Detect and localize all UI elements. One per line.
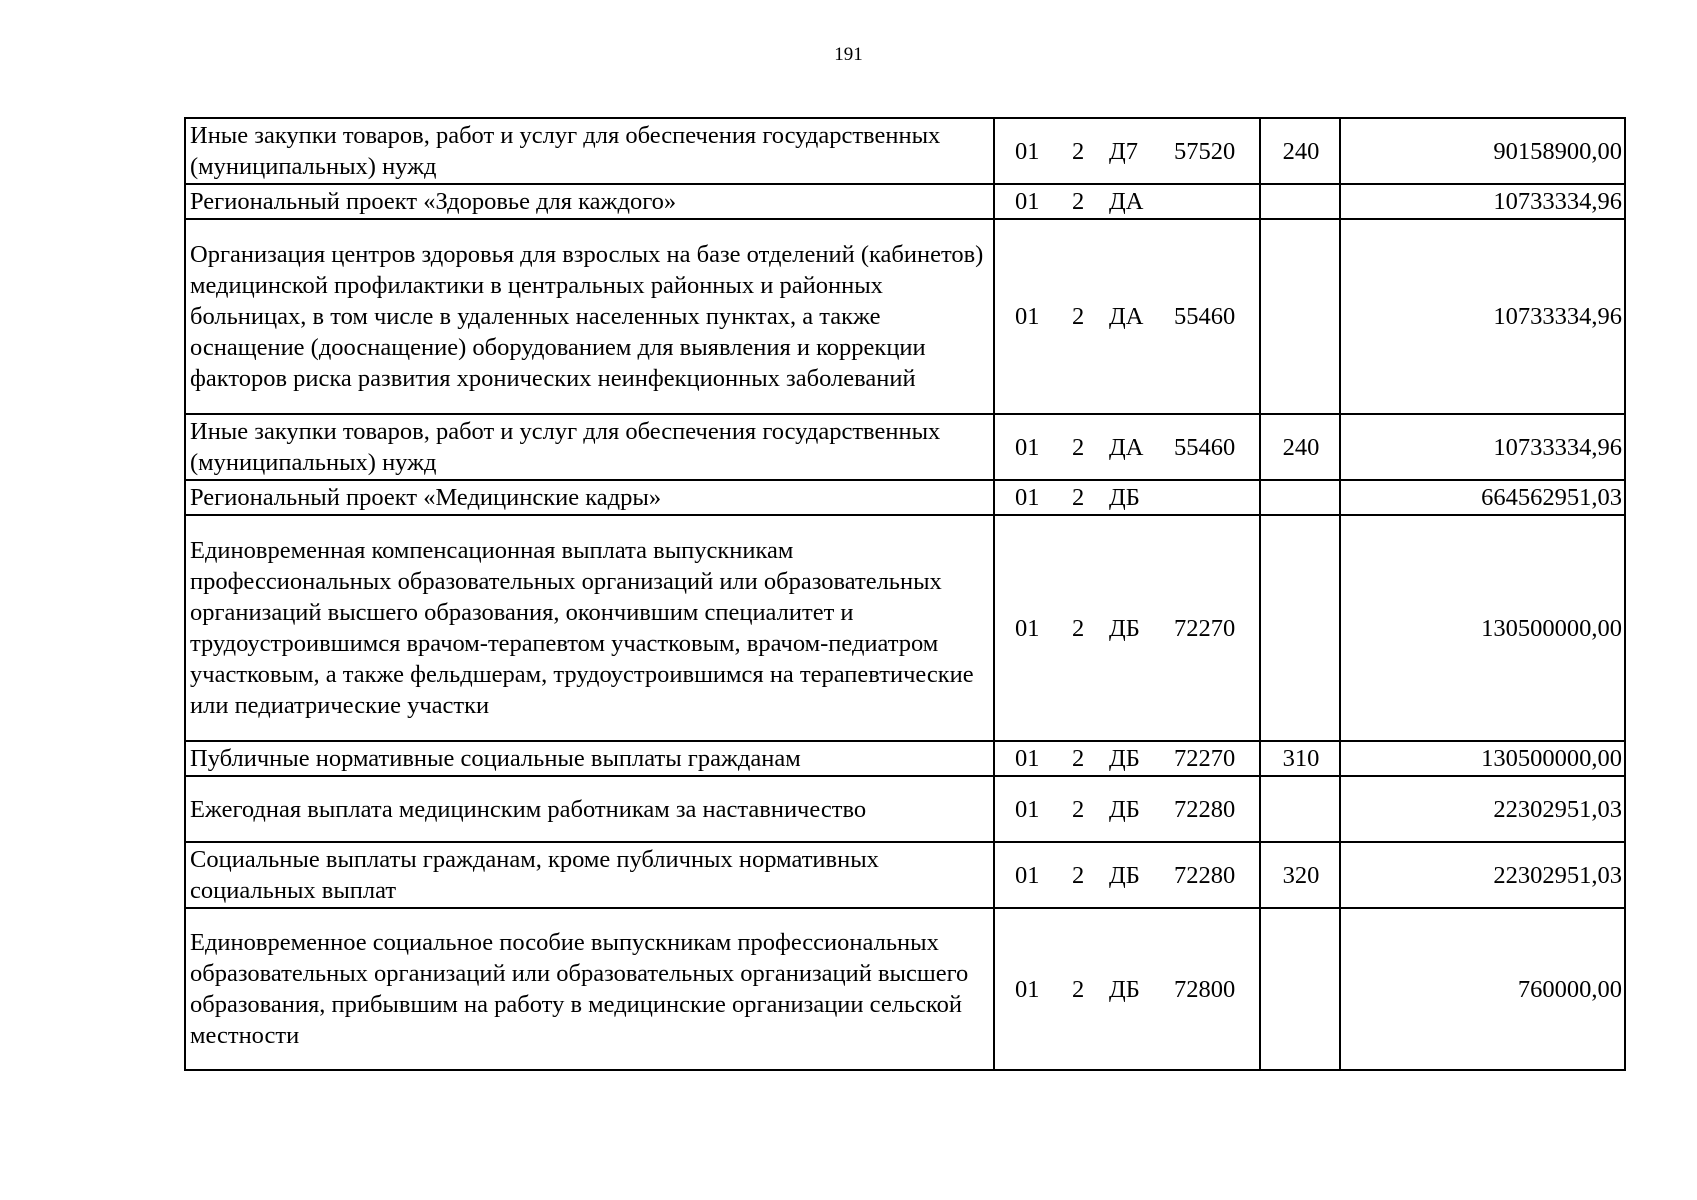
- direction-code: 72800: [1174, 975, 1236, 1003]
- row-name: Публичные нормативные социальные выплаты гражданам: [185, 741, 994, 776]
- table-row: [185, 515, 1625, 741]
- project-code: ДБ: [1109, 975, 1140, 1003]
- amount: 130500000,00: [1340, 515, 1625, 741]
- subprogram-code: 2: [1072, 137, 1085, 165]
- budget-table: [184, 117, 1626, 1071]
- program-code: 01: [1015, 745, 1040, 772]
- row-code: [994, 908, 1260, 1070]
- table-row: [185, 776, 1625, 842]
- project-code: ДБ: [1109, 614, 1140, 642]
- program-code: 01: [1015, 614, 1040, 642]
- table-row: [185, 184, 1625, 219]
- row-code: [994, 219, 1260, 414]
- subprogram-code: 2: [1072, 188, 1085, 215]
- program-code: 01: [1015, 484, 1040, 511]
- direction-code: 55460: [1174, 433, 1236, 461]
- subprogram-code: 2: [1072, 614, 1085, 642]
- row-name: Единовременное социальное пособие выпускникам профессиональных образовательных организаций или образовательных организаций высшего образования, прибывшим на работу в медицинские организации сельской местности: [185, 908, 994, 1070]
- program-code: 01: [1015, 137, 1040, 165]
- row-code: [994, 414, 1260, 480]
- expense-type-code: 240: [1260, 414, 1340, 480]
- project-code: ДБ: [1109, 484, 1140, 511]
- subprogram-code: 2: [1072, 975, 1085, 1003]
- program-code: 01: [1015, 975, 1040, 1003]
- direction-code: 55460: [1174, 303, 1236, 330]
- row-name: Региональный проект «Здоровье для каждого»: [185, 184, 994, 219]
- direction-code: 72270: [1174, 745, 1236, 772]
- subprogram-code: 2: [1072, 433, 1085, 461]
- table-row: [185, 480, 1625, 515]
- table-row: [185, 118, 1625, 184]
- project-code: ДБ: [1109, 745, 1140, 772]
- program-code: 01: [1015, 433, 1040, 461]
- subprogram-code: 2: [1072, 795, 1085, 823]
- expense-type-code: 310: [1260, 741, 1340, 776]
- subprogram-code: 2: [1072, 861, 1085, 889]
- program-code: 01: [1015, 861, 1040, 889]
- expense-type-code: 320: [1260, 842, 1340, 908]
- expense-type-code: [1260, 515, 1340, 741]
- program-code: 01: [1015, 188, 1040, 215]
- amount: 130500000,00: [1340, 741, 1625, 776]
- project-code: ДА: [1109, 433, 1144, 461]
- expense-type-code: [1260, 908, 1340, 1070]
- row-code: [994, 118, 1260, 184]
- row-name: Единовременная компенсационная выплата выпускникам профессиональных образовательных организаций или образовательных организаций высшего образования, окончившим специалитет и трудоустроившимся врачом-терапевтом участковым, врачом-педиатром участковым, а также фельдшерам, трудоустроившимся на терапевтические или педиатрические участки: [185, 515, 994, 741]
- table-row: [185, 219, 1625, 414]
- project-code: ДА: [1109, 303, 1144, 330]
- amount: 10733334,96: [1340, 219, 1625, 414]
- row-code: [994, 776, 1260, 842]
- row-code: [994, 480, 1260, 515]
- direction-code: 72280: [1174, 861, 1236, 889]
- program-code: 01: [1015, 303, 1040, 330]
- row-name: Региональный проект «Медицинские кадры»: [185, 480, 994, 515]
- amount: 90158900,00: [1340, 118, 1625, 184]
- project-code: ДА: [1109, 188, 1144, 215]
- row-name: Социальные выплаты гражданам, кроме публичных нормативных социальных выплат: [185, 842, 994, 908]
- amount: 10733334,96: [1340, 414, 1625, 480]
- subprogram-code: 2: [1072, 745, 1085, 772]
- amount: 760000,00: [1340, 908, 1625, 1070]
- direction-code: 72280: [1174, 795, 1236, 823]
- page-number: 191: [834, 44, 863, 65]
- project-code: Д7: [1109, 137, 1138, 165]
- subprogram-code: 2: [1072, 484, 1085, 511]
- table-row: [185, 414, 1625, 480]
- row-name: Иные закупки товаров, работ и услуг для обеспечения государственных (муниципальных) нужд: [185, 118, 994, 184]
- amount: 664562951,03: [1340, 480, 1625, 515]
- expense-type-code: [1260, 480, 1340, 515]
- expense-type-code: [1260, 184, 1340, 219]
- direction-code: 57520: [1174, 137, 1236, 165]
- row-name: Ежегодная выплата медицинским работникам за наставничество: [185, 776, 994, 842]
- row-name: Иные закупки товаров, работ и услуг для обеспечения государственных (муниципальных) нужд: [185, 414, 994, 480]
- row-code: [994, 842, 1260, 908]
- table-row: [185, 741, 1625, 776]
- expense-type-code: [1260, 219, 1340, 414]
- row-code: [994, 184, 1260, 219]
- amount: 10733334,96: [1340, 184, 1625, 219]
- amount: 22302951,03: [1340, 776, 1625, 842]
- expense-type-code: [1260, 776, 1340, 842]
- row-code: [994, 515, 1260, 741]
- table-row: [185, 842, 1625, 908]
- row-name: Организация центров здоровья для взрослых на базе отделений (кабинетов) медицинской профилактики в центральных районных и районных больницах, в том числе в удаленных населенных пунктах, а также оснащение (дооснащение) оборудованием для выявления и коррекции факторов риска развития хронических неинфекционных заболеваний: [185, 219, 994, 414]
- project-code: ДБ: [1109, 861, 1140, 889]
- program-code: 01: [1015, 795, 1040, 823]
- subprogram-code: 2: [1072, 303, 1085, 330]
- amount: 22302951,03: [1340, 842, 1625, 908]
- expense-type-code: 240: [1260, 118, 1340, 184]
- project-code: ДБ: [1109, 795, 1140, 823]
- row-code: [994, 741, 1260, 776]
- direction-code: 72270: [1174, 614, 1236, 642]
- table-row: [185, 908, 1625, 1070]
